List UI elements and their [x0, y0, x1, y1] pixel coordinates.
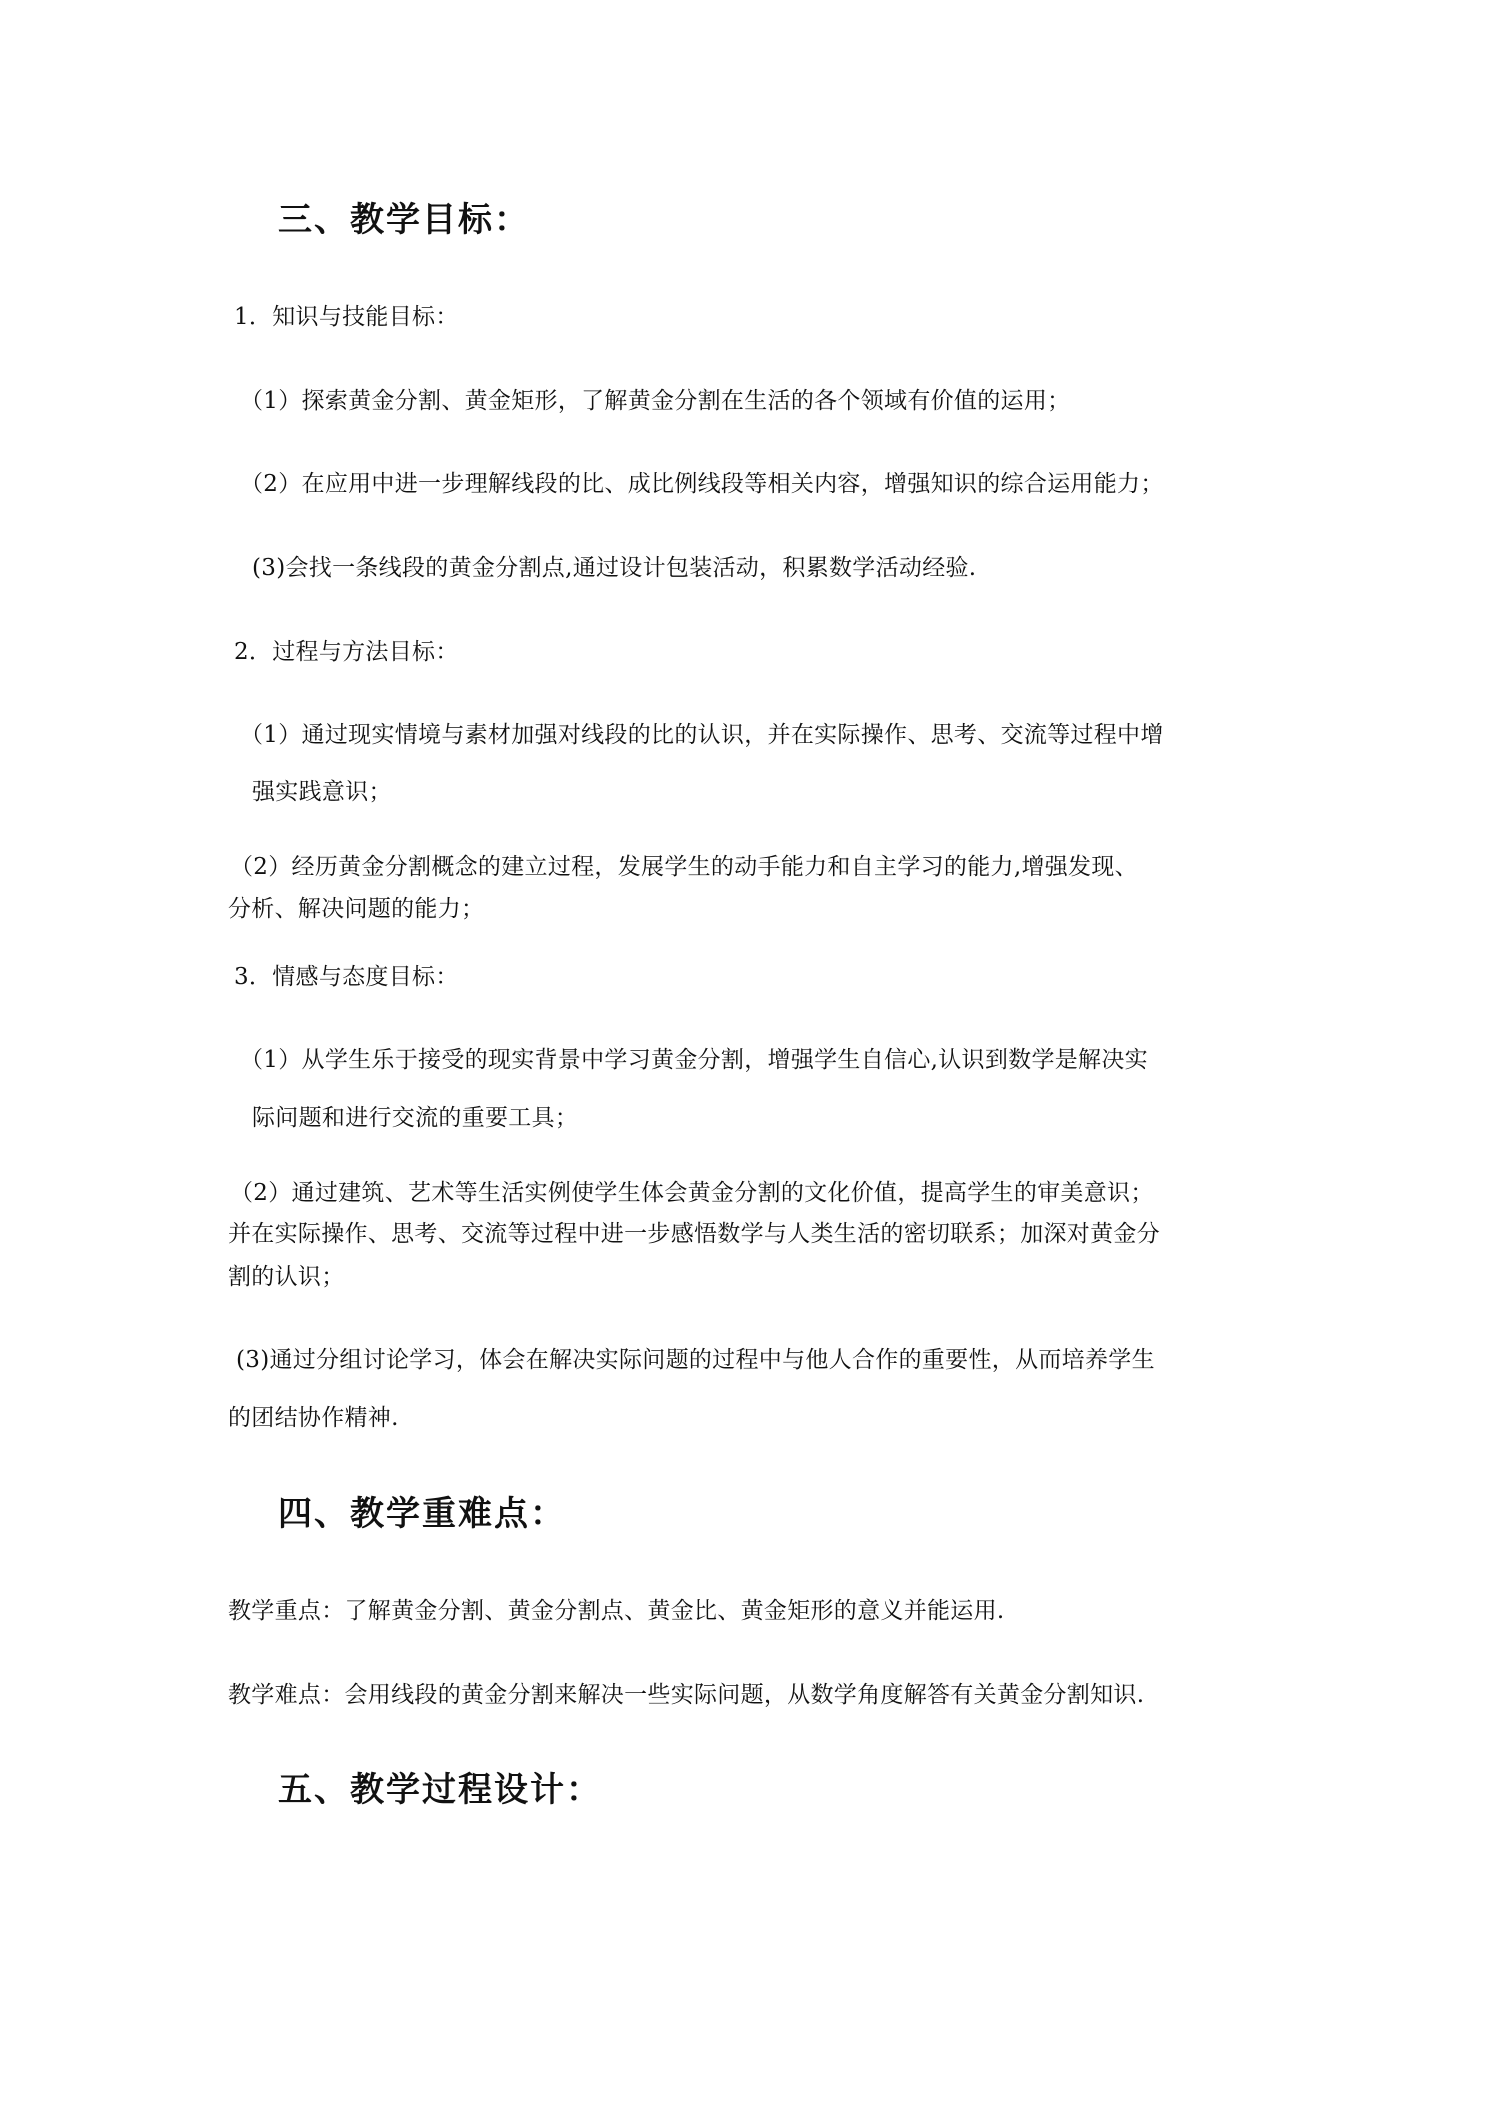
- goal-item-continuation: 的团结协作精神.: [228, 1405, 399, 1431]
- goal-title-emotion-attitude: 3．情感与态度目标：: [234, 964, 459, 990]
- key-point: 教学重点：了解黄金分割、黄金分割点、黄金比、黄金矩形的意义并能运用.: [228, 1598, 1005, 1624]
- goal-item: （2）在应用中进一步理解线段的比、成比例线段等相关内容，增强知识的综合运用能力；: [240, 471, 1164, 497]
- goal-item: (3)会找一条线段的黄金分割点,通过设计包装活动，积累数学活动经验.: [252, 555, 977, 581]
- section-heading-teaching-objectives: 三、教学目标：: [278, 200, 530, 240]
- goal-item-continuation: 分析、解决问题的能力；: [228, 896, 485, 922]
- goal-item-continuation: 割的认识；: [228, 1264, 345, 1290]
- goal-item-continuation: 强实践意识；: [252, 779, 392, 805]
- goal-item-continuation: 际问题和进行交流的重要工具；: [252, 1105, 579, 1131]
- goal-title-process-methods: 2．过程与方法目标：: [234, 639, 459, 665]
- section-heading-teaching-process-design: 五、教学过程设计：: [278, 1770, 602, 1810]
- goal-item: (3)通过分组讨论学习，体会在解决实际问题的过程中与他人合作的重要性，从而培养学生: [236, 1347, 1155, 1373]
- goal-item: （1）探索黄金分割、黄金矩形，了解黄金分割在生活的各个领域有价值的运用；: [240, 388, 1071, 414]
- goal-title-knowledge-skills: 1．知识与技能目标：: [234, 304, 459, 330]
- goal-item: （1）从学生乐于接受的现实背景中学习黄金分割，增强学生自信心,认识到数学是解决实: [240, 1047, 1148, 1073]
- section-heading-key-difficult-points: 四、教学重难点：: [278, 1494, 566, 1534]
- goal-item: （2）通过建筑、艺术等生活实例使学生体会黄金分割的文化价值，提高学生的审美意识；: [230, 1180, 1154, 1206]
- goal-item: （1）通过现实情境与素材加强对线段的比的认识，并在实际操作、思考、交流等过程中增: [240, 722, 1164, 748]
- goal-item: （2）经历黄金分割概念的建立过程，发展学生的动手能力和自主学习的能力,增强发现、: [230, 854, 1138, 880]
- goal-item-continuation: 并在实际操作、思考、交流等过程中进一步感悟数学与人类生活的密切联系；加深对黄金分: [228, 1221, 1160, 1247]
- difficult-point: 教学难点：会用线段的黄金分割来解决一些实际问题，从数学角度解答有关黄金分割知识.: [228, 1682, 1145, 1708]
